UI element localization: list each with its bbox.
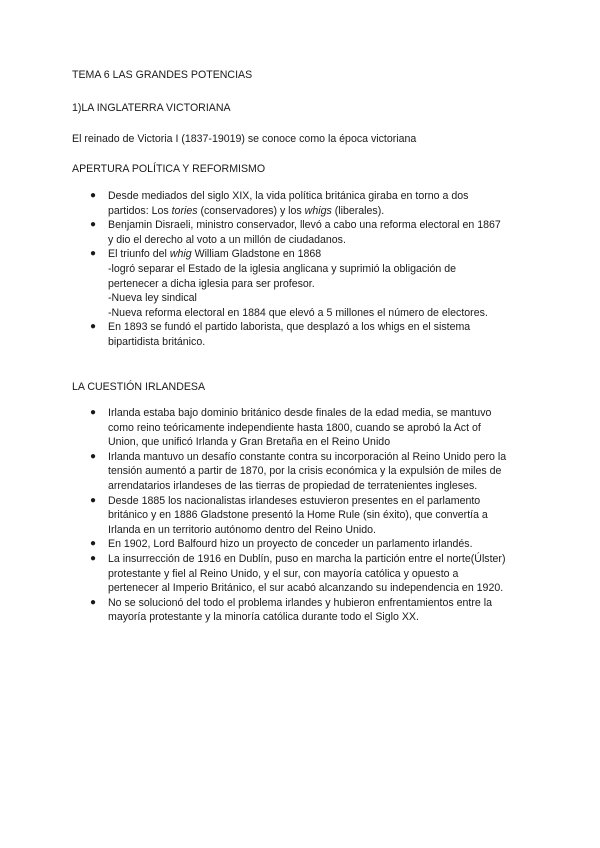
list-item-line: Union, que unificó Irlanda y Gran Bretaña en el Reino Unido — [108, 436, 391, 449]
list-item — [90, 189, 530, 218]
list-item — [90, 494, 530, 538]
bullet-icon: ● — [90, 450, 97, 462]
list-item — [90, 320, 530, 349]
bullet-list-apertura — [90, 189, 530, 350]
list-item-line: partidos: Los tories (conservadores) y los whigs (liberales). — [108, 204, 385, 217]
section-heading-inglaterra-victoriana: 1)LA INGLATERRA VICTORIANA — [72, 102, 231, 114]
bullet-icon: ● — [90, 552, 97, 564]
list-item-line: pertenecer al Imperio Británico, el sur acabó alcanzando su independencia en 1920. — [108, 582, 504, 595]
list-item — [90, 596, 530, 625]
list-item-line: Irlanda estaba bajo dominio británico desde finales de la edad media, se mantuvo — [108, 407, 492, 419]
list-item — [90, 406, 530, 450]
list-item — [90, 247, 530, 320]
bullet-icon: ● — [90, 596, 97, 608]
list-item-line: Irlanda en un territorio autónomo dentro del Reino Unido. — [108, 523, 376, 536]
list-item-line: En 1902, Lord Balfourd hizo un proyecto de conceder un parlamento irlandés. — [108, 538, 473, 551]
subheading-apertura-politica: APERTURA POLÍTICA Y REFORMISMO — [72, 163, 266, 175]
list-item-line: pertenecer a dicha iglesia para ser profesor. — [108, 277, 315, 290]
list-item — [90, 552, 530, 596]
list-item-line: -Nueva reforma electoral en 1884 que elevó a 5 millones el número de electores. — [108, 306, 488, 319]
list-item-line: británico y en 1886 Gladstone presentó la Home Rule (sin éxito), que convertía a — [108, 509, 488, 522]
bullet-icon: ● — [90, 321, 97, 333]
subheading-cuestion-irlandesa: LA CUESTIÓN IRLANDESA — [72, 381, 206, 393]
list-item-line: Desde 1885 los nacionalistas irlandeses estuvieron presentes en el parlamento — [108, 494, 481, 507]
list-item-line: mayoría protestante y la minoría católica durante todo el Siglo XX. — [108, 611, 419, 624]
bullet-icon: ● — [90, 538, 97, 550]
list-item-line: En 1893 se fundó el partido laborista, que desplazó a los whigs en el sistema — [108, 321, 471, 334]
list-item-line: arrendatarios irlandeses de las tierras de propiedad de terratenientes ingleses. — [108, 479, 478, 492]
list-item-line: La insurrección de 1916 en Dublín, puso en marcha la partición entre el norte(Úlster) — [108, 552, 506, 565]
list-item-line: y dio el derecho al voto a un millón de ciudadanos. — [108, 233, 346, 246]
list-item-line: El triunfo del whig William Gladstone en 1868 — [108, 248, 322, 261]
list-item-line: Irlanda mantuvo un desafío constante contra su incorporación al Reino Unido pero la — [108, 450, 507, 463]
list-item-line: bipartidista británico. — [108, 335, 206, 348]
list-item-line: No se solucionó del todo el problema irlandes y hubieron enfrentamientos entre la — [108, 596, 492, 609]
list-item-line: como reino teóricamente independiente hasta 1800, cuando se aprobó la Act of — [108, 421, 481, 434]
list-item-line: protestante y fiel al Reino Unido, y el sur, con mayoría católica y opuesto a — [108, 567, 459, 580]
bullet-icon: ● — [90, 190, 97, 201]
list-item-line: Desde mediados del siglo XIX, la vida política británica giraba en torno a dos — [108, 190, 469, 202]
bullet-list-irlandesa — [90, 406, 530, 625]
list-item — [90, 218, 530, 247]
bullet-icon: ● — [90, 248, 97, 260]
list-item-line: -Nueva ley sindical — [108, 292, 197, 305]
bullet-icon: ● — [90, 494, 97, 506]
list-item-line: -logró separar el Estado de la iglesia anglicana y suprimió la obligación de — [108, 262, 457, 275]
document-title: TEMA 6 LAS GRANDES POTENCIAS — [72, 69, 253, 81]
intro-paragraph: El reinado de Victoria I (1837-19019) se conoce como la época victoriana — [72, 133, 417, 145]
bullet-icon: ● — [90, 407, 97, 418]
bullet-icon: ● — [90, 219, 97, 231]
list-item — [90, 450, 530, 494]
list-item — [90, 537, 530, 552]
list-item-line: tensión aumentó a partir de 1870, por la crisis económica y la expulsión de miles de — [108, 465, 502, 478]
list-item-line: Benjamin Disraeli, ministro conservador, llevó a cabo una reforma electoral en 1867 — [108, 219, 501, 232]
